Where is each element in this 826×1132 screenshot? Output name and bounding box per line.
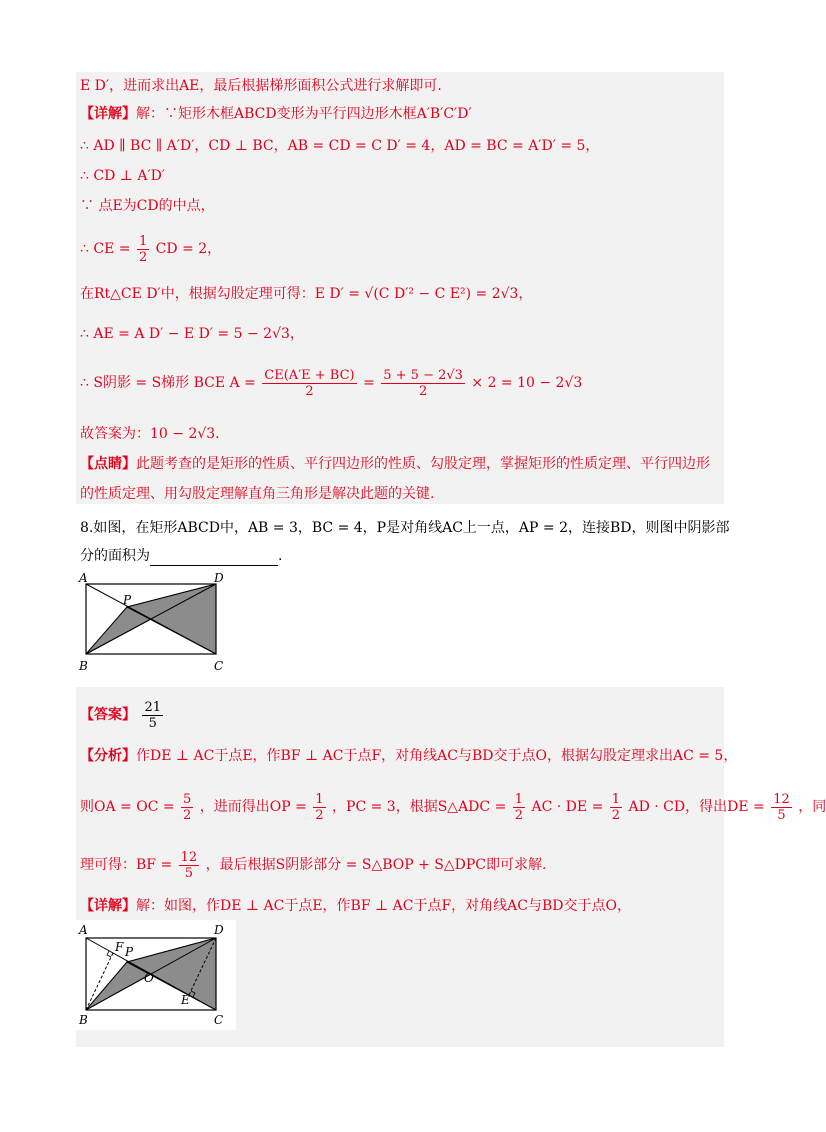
denominator: 2 bbox=[138, 249, 148, 265]
text-fragment: ，进而得出OP = bbox=[199, 799, 307, 815]
fraction bbox=[610, 792, 622, 823]
fraction bbox=[381, 368, 465, 399]
label-P: P bbox=[123, 593, 132, 607]
fraction bbox=[771, 792, 792, 823]
numerator: 1 bbox=[611, 791, 621, 807]
label-A: A bbox=[79, 571, 88, 585]
text-fragment: ，同 bbox=[798, 799, 826, 815]
text-fragment: ∴ CE = bbox=[80, 241, 131, 257]
text-fragment: AD · CD，得出DE = bbox=[628, 799, 765, 815]
question-text bbox=[80, 546, 282, 566]
label-D: D bbox=[214, 571, 224, 585]
label-O: O bbox=[144, 971, 154, 985]
text-line: 解：∵矩形木框ABCD变形为平行四边形木框A′B′C′D′ bbox=[136, 106, 472, 122]
text-fragment: ，PC = 3，根据S△ADC = bbox=[332, 799, 507, 815]
formula-line bbox=[80, 366, 582, 400]
fraction bbox=[179, 850, 200, 881]
detail-tag: 【详解】 bbox=[80, 898, 136, 914]
text-line: E D′，进而求出AE，最后根据梯形面积公式进行求解即可. bbox=[80, 78, 442, 94]
text-fragment: ∴ S阴影 = S梯形 BCE A = bbox=[80, 375, 256, 391]
denominator: 5 bbox=[777, 807, 786, 823]
numerator: 5 bbox=[183, 791, 192, 807]
text-line: ∴ CD ⊥ A′D′ bbox=[80, 168, 166, 184]
numerator: 12 bbox=[773, 791, 790, 807]
text-fragment: AC · DE = bbox=[531, 799, 604, 815]
numerator: 1 bbox=[315, 791, 324, 807]
detail-line bbox=[80, 896, 631, 916]
formula-line: 在Rt△CE D′中，根据勾股定理可得：E D′ = √(C D′² − C E²) = 2√3， bbox=[80, 286, 533, 302]
denominator: 2 bbox=[183, 807, 192, 823]
denominator: 2 bbox=[418, 383, 428, 399]
label-B: B bbox=[79, 1013, 88, 1027]
denominator: 2 bbox=[315, 807, 324, 823]
fraction bbox=[181, 792, 193, 823]
fraction bbox=[313, 792, 325, 823]
denominator: 2 bbox=[514, 807, 524, 823]
label-C: C bbox=[214, 659, 224, 673]
numerator: 21 bbox=[144, 699, 161, 715]
answer-line: 故答案为：10 − 2√3. bbox=[80, 426, 220, 442]
fraction bbox=[513, 792, 525, 823]
label-E: E bbox=[181, 993, 190, 1007]
analysis-tag: 【分析】 bbox=[80, 748, 136, 764]
comment-tag: 【点睛】 bbox=[80, 456, 136, 472]
formula-line: ∴ AE = A D′ − E D′ = 5 − 2√3， bbox=[80, 326, 304, 342]
text-fragment: 理可得：BF = bbox=[80, 857, 173, 873]
label-B: B bbox=[79, 659, 88, 673]
detail-line bbox=[80, 104, 472, 124]
numerator: CE(A′E + BC) bbox=[264, 367, 355, 383]
numerator: 1 bbox=[138, 233, 148, 249]
numerator: 1 bbox=[514, 791, 524, 807]
comment-line bbox=[80, 454, 710, 474]
label-P: P bbox=[125, 945, 134, 959]
label-A: A bbox=[79, 923, 88, 937]
label-F: F bbox=[115, 940, 124, 954]
denominator: 2 bbox=[305, 383, 314, 399]
denominator: 5 bbox=[148, 715, 157, 731]
text-line: ∵ 点E为CD的中点， bbox=[80, 198, 215, 214]
label-C: C bbox=[214, 1013, 224, 1027]
text-fragment: 则OA = OC = bbox=[80, 799, 175, 815]
numerator: 12 bbox=[180, 849, 198, 865]
figure-solution bbox=[76, 920, 236, 1030]
text-fragment: ，最后根据S阴影部分 = S△BOP + S△DPC即可求解. bbox=[205, 857, 547, 873]
question-text: 8.如图，在矩形ABCD中，AB = 3，BC = 4，P是对角线AC上一点，AP = 2，连接BD，则图中阴影部 bbox=[80, 520, 730, 536]
analysis-line bbox=[80, 746, 737, 766]
text-fragment: . bbox=[278, 548, 283, 564]
text-fragment: = bbox=[363, 375, 375, 391]
answer-tag: 【答案】 bbox=[80, 707, 136, 723]
text-fragment: 分的面积为 bbox=[80, 548, 150, 564]
text-line: 的性质定理、用勾股定理解直角三角形是解决此题的关键. bbox=[80, 486, 435, 502]
fraction bbox=[262, 368, 356, 399]
text-line: ∴ AD ∥ BC ∥ A′D′，CD ⊥ BC，AB = CD = C D′ = 4，AD = BC = A′D′ = 5， bbox=[80, 138, 600, 154]
denominator: 5 bbox=[184, 865, 194, 881]
figure-question8 bbox=[76, 570, 236, 674]
fraction bbox=[142, 700, 163, 731]
text-fragment: CD = 2， bbox=[155, 241, 222, 257]
denominator: 2 bbox=[611, 807, 621, 823]
text-fragment: × 2 = 10 − 2√3 bbox=[471, 375, 583, 391]
numerator: 5 + 5 − 2√3 bbox=[383, 367, 463, 383]
text-line: 作DE ⊥ AC于点E，作BF ⊥ AC于点F，对角线AC与BD交于点O，根据勾股定理求出AC = 5， bbox=[136, 748, 738, 764]
text-line: 解：如图，作DE ⊥ AC于点E，作BF ⊥ AC于点F，对角线AC与BD交于点O， bbox=[136, 898, 631, 914]
text-line: 此题考查的是矩形的性质、平行四边形的性质、勾股定理，掌握矩形的性质定理、平行四边形 bbox=[136, 456, 710, 472]
answer-blank bbox=[150, 551, 278, 566]
answer-line bbox=[80, 698, 165, 732]
analysis-line bbox=[80, 848, 546, 882]
detail-tag: 【详解】 bbox=[80, 106, 136, 122]
analysis-line bbox=[80, 790, 826, 824]
fraction bbox=[137, 234, 149, 265]
formula-line bbox=[80, 232, 221, 266]
label-D: D bbox=[214, 923, 224, 937]
